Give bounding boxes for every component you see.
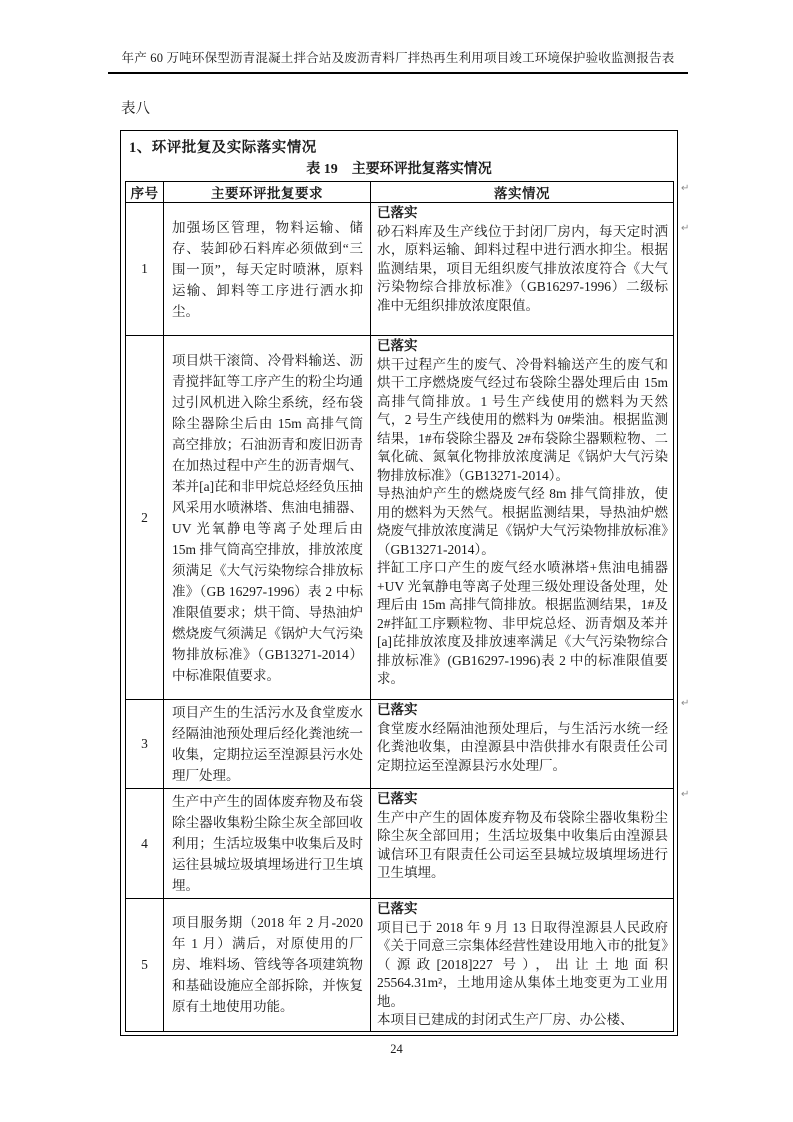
approval-table bbox=[125, 181, 674, 1032]
row-number: 1 bbox=[126, 203, 164, 336]
requirement-text: 项目服务期（2018 年 2 月-2020 年 1 月）满后，对原使用的厂房、堆料场、管线等各项建筑物和基础设施应全部拆除，并恢复原有土地使用功能。 bbox=[164, 899, 371, 1032]
implementation-paragraph: 生产中产生的固体废弃物及布袋除尘器收集粉尘除尘灰全部回用；生活垃圾集中收集后由湟源县诚信环卫有限责任公司运至县城垃圾填埋场进行卫生填埋。 bbox=[377, 809, 668, 880]
implementation-cell bbox=[371, 789, 674, 899]
implementation-paragraph: 砂石料库及生产线位于封闭厂房内，每天定时洒水，原料运输、卸料过程中进行洒水抑尘。根据监测结果，项目无组织废气排放浓度符合《大气污染物综合排放标准》（GB16297-1996）二级标准中无组织排放浓度限值。 bbox=[377, 223, 668, 313]
row-number: 4 bbox=[126, 789, 164, 899]
table-row bbox=[126, 203, 674, 336]
paragraph-mark-icon: ↵ bbox=[681, 789, 690, 800]
implementation-paragraph: 项目已于 2018 年 9 月 13 日取得湟源县人民政府《关于同意三宗集体经营性建设用地入市的批复》（源政[2018]227 号），出让土地面积 25564.31m²，土地用途从集体土地变更为工业用地。 bbox=[377, 919, 668, 1009]
table-row bbox=[126, 700, 674, 789]
table-caption: 表 19 主要环评批复落实情况 bbox=[306, 162, 492, 177]
status-label: 已落实 bbox=[377, 338, 418, 353]
implementation-paragraph: 本项目已建成的封闭式生产厂房、办公楼、 bbox=[377, 1012, 634, 1027]
requirement-text: 项目产生的生活污水及食堂废水经隔油池预处理后经化粪池统一收集，定期拉运至湟源县污水处理厂处理。 bbox=[164, 700, 371, 789]
implementation-cell bbox=[371, 700, 674, 789]
implementation-paragraph: 导热油炉产生的燃烧废气经 8m 排气筒排放，使用的燃料为天然气。根据监测结果，导热油炉燃烧废气排放浓度满足《锅炉大气污染物排放标准》（GB13271-2014）。 bbox=[377, 486, 668, 557]
column-header-requirement: 主要环评批复要求 bbox=[164, 182, 371, 203]
row-number: 2 bbox=[126, 336, 164, 700]
requirement-text: 加强场区管理，物料运输、储存、装卸砂石料库必须做到“三围一顶”，每天定时喷淋，原料运输、卸料等工序进行洒水抑尘。 bbox=[164, 203, 371, 336]
implementation-paragraph: 食堂废水经隔油池预处理后，与生活污水统一经化粪池收集，由湟源县中浩供排水有限责任公司定期拉运至湟源县污水处理厂。 bbox=[377, 720, 668, 773]
requirement-text: 生产中产生的固体废弃物及布袋除尘器收集粉尘除尘灰全部回收利用；生活垃圾集中收集后及时运往县城垃圾填埋场进行卫生填埋。 bbox=[164, 789, 371, 899]
table-row bbox=[126, 336, 674, 700]
column-header-implementation: 落实情况 bbox=[371, 182, 674, 203]
row-number: 5 bbox=[126, 899, 164, 1032]
implementation-paragraph: 烘干过程产生的废气、冷骨料输送产生的废气和烘干工序燃烧废气经过布袋除尘器处理后由 15m 高排气筒排放。1 号生产线使用的燃料为天然气，2 号生产线使用的燃料为 0#柴油。根据监测结果，1#布袋除尘器及 2#布袋除尘器颗粒物、二氧化硫、氮氧化物排放浓度满足《锅炉大气污染物排放标准》（GB13271-2014）。 bbox=[377, 356, 668, 483]
implementation-cell bbox=[371, 203, 674, 336]
section-title: 1、环评批复及实际落实情况 bbox=[129, 140, 317, 156]
status-label: 已落实 bbox=[377, 901, 418, 916]
requirement-text: 项目烘干滚筒、冷骨料输送、沥青搅拌缸等工序产生的粉尘均通过引风机进入除尘系统，经布袋除尘器除尘后由 15m 高排气筒高空排放；石油沥青和废旧沥青在加热过程中产生的沥青烟气、苯并[a]芘和非甲烷总烃经负压抽风采用水喷淋塔、焦油电捕器、UV 光氧静电等离子处理后由 15m 排气筒高空排放，排放浓度须满足《大气污染物综合排放标准》（GB 16297-1996）表 2 中标准限值要求；烘干筒、导热油炉燃烧废气须满足《锅炉大气污染物排放标准》（GB13271-2014）中标准限值要求。 bbox=[164, 336, 371, 700]
implementation-paragraph: 拌缸工序口产生的废气经水喷淋塔+焦油电捕器+UV 光氧静电等离子处理三级处理设备处理，处理后由 15m 高排气筒排放。根据监测结果，1#及 2#拌缸工序颗粒物、非甲烷总烃、沥青烟及苯并[a]芘排放浓度及排放速率满足《大气污染物综合排放标准》(GB16297-1996)表 2 中的标准限值要求。 bbox=[377, 560, 668, 686]
table-row bbox=[126, 899, 674, 1032]
table-body bbox=[126, 203, 674, 1032]
status-label: 已落实 bbox=[377, 791, 418, 806]
paragraph-mark-icon: ↵ bbox=[681, 698, 690, 709]
implementation-cell bbox=[371, 899, 674, 1032]
paragraph-mark-icon: ↵ bbox=[681, 223, 690, 234]
page-number: 24 bbox=[390, 1042, 403, 1056]
document-header-title: 年产 60 万吨环保型沥青混凝土拌合站及废沥青料厂拌热再生利用项目竣工环境保护验收监测报告表 bbox=[108, 48, 688, 74]
status-label: 已落实 bbox=[377, 702, 418, 717]
table-eight-label: 表八 bbox=[121, 101, 150, 117]
column-header-no: 序号 bbox=[126, 182, 164, 203]
row-number: 3 bbox=[126, 700, 164, 789]
status-label: 已落实 bbox=[377, 205, 418, 220]
table-row bbox=[126, 789, 674, 899]
paragraph-mark-icon: ↵ bbox=[681, 183, 690, 194]
implementation-cell bbox=[371, 336, 674, 700]
table-header-row bbox=[126, 182, 674, 203]
approval-table-container bbox=[120, 130, 678, 1036]
